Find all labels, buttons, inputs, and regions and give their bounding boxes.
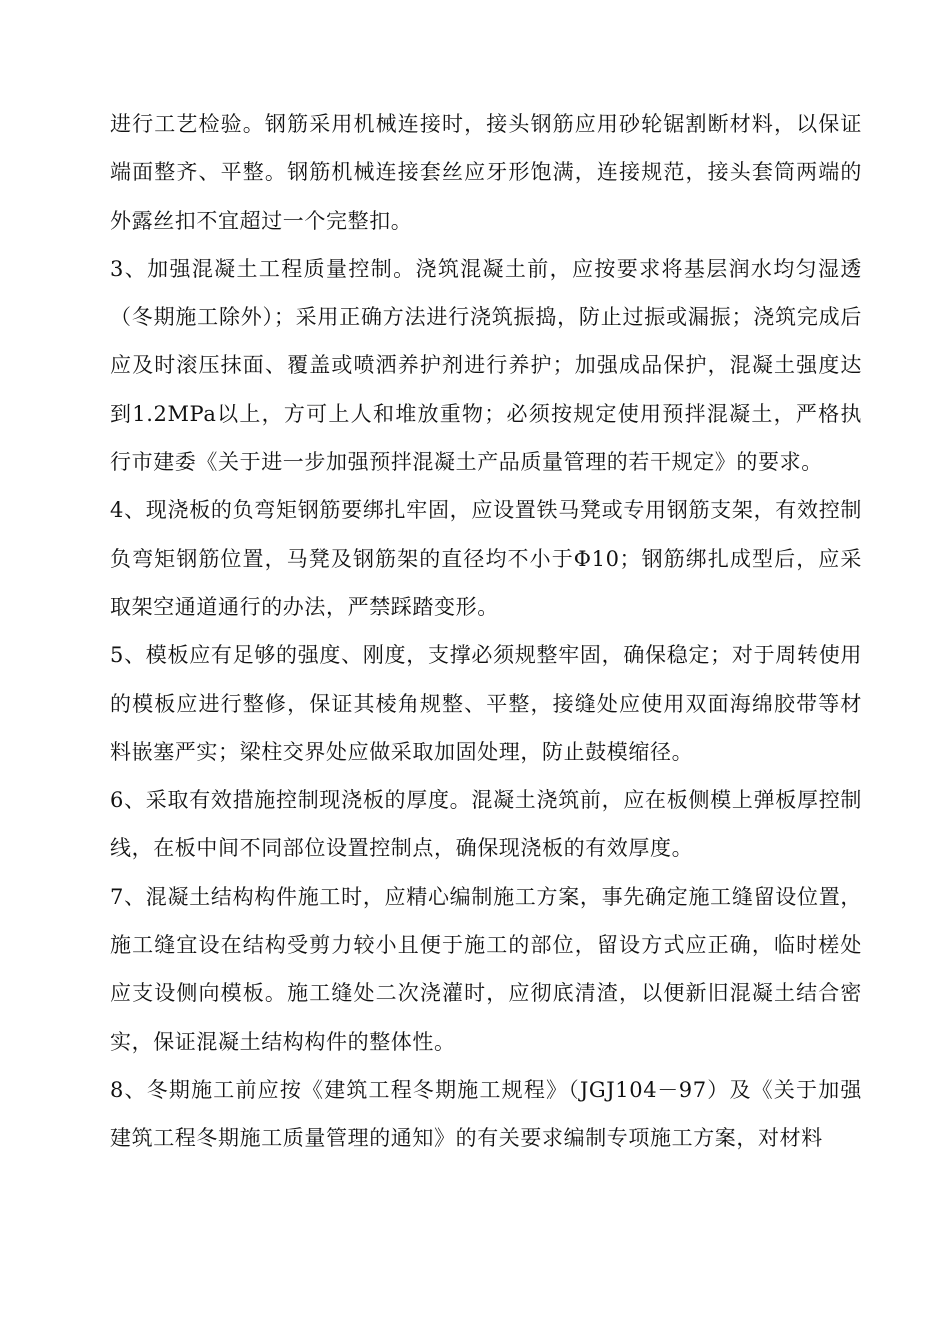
- paragraph-item-6-slab-thickness: 6、采取有效措施控制现浇板的厚度。混凝土浇筑前，应在板侧模上弹板厚控制线，在板中间不同部位设置控制点，确保现浇板的有效厚度。: [110, 788, 862, 861]
- paragraph-item-3-concrete-quality: 3、加强混凝土工程质量控制。浇筑混凝土前，应按要求将基层润水均匀湿透（冬期施工除外）；采用正确方法进行浇筑振捣，防止过振或漏振；浇筑完成后应及时滚压抹面、覆盖或喷洒养护剂进行养护；加强成品保护，混凝土强度达到1.2MPa以上，方可上人和堆放重物；必须按规定使用预拌混凝土，严格执行市建委《关于进一步加强预拌混凝土产品质量管理的若干规定》的要求。: [110, 256, 862, 475]
- paragraph-item-4-negative-moment-rebar: 4、现浇板的负弯矩钢筋要绑扎牢固，应设置铁马凳或专用钢筋支架，有效控制负弯矩钢筋位置，马凳及钢筋架的直径均不小于Φ10；钢筋绑扎成型后，应采取架空通道通行的办法，严禁踩踏变形。: [110, 498, 862, 619]
- paragraph-item-7-construction-joints: 7、混凝土结构构件施工时，应精心编制施工方案，事先确定施工缝留设位置，施工缝宜设在结构受剪力较小且便于施工的部位，留设方式应正确，临时槎处应支设侧向模板。施工缝处二次浇灌时，应彻底清渣，以便新旧混凝土结合密实，保证混凝土结构构件的整体性。: [110, 884, 862, 1054]
- document-page: [110, 100, 862, 1163]
- paragraph-rebar-connection: 进行工艺检验。钢筋采用机械连接时，接头钢筋应用砂轮锯割断材料，以保证端面整齐、平整。钢筋机械连接套丝应牙形饱满，连接规范，接头套筒两端的外露丝扣不宜超过一个完整扣。: [110, 112, 862, 233]
- paragraph-item-5-formwork: 5、模板应有足够的强度、刚度，支撑必须规整牢固，确保稳定；对于周转使用的模板应进行整修，保证其棱角规整、平整，接缝处应使用双面海绵胶带等材料嵌塞严实；梁柱交界处应做采取加固处理，防止鼓模缩径。: [110, 643, 862, 764]
- paragraph-item-8-winter-construction: 8、冬期施工前应按《建筑工程冬期施工规程》（JGJ104－97）及《关于加强建筑工程冬期施工质量管理的通知》的有关要求编制专项施工方案，对材料: [110, 1077, 862, 1151]
